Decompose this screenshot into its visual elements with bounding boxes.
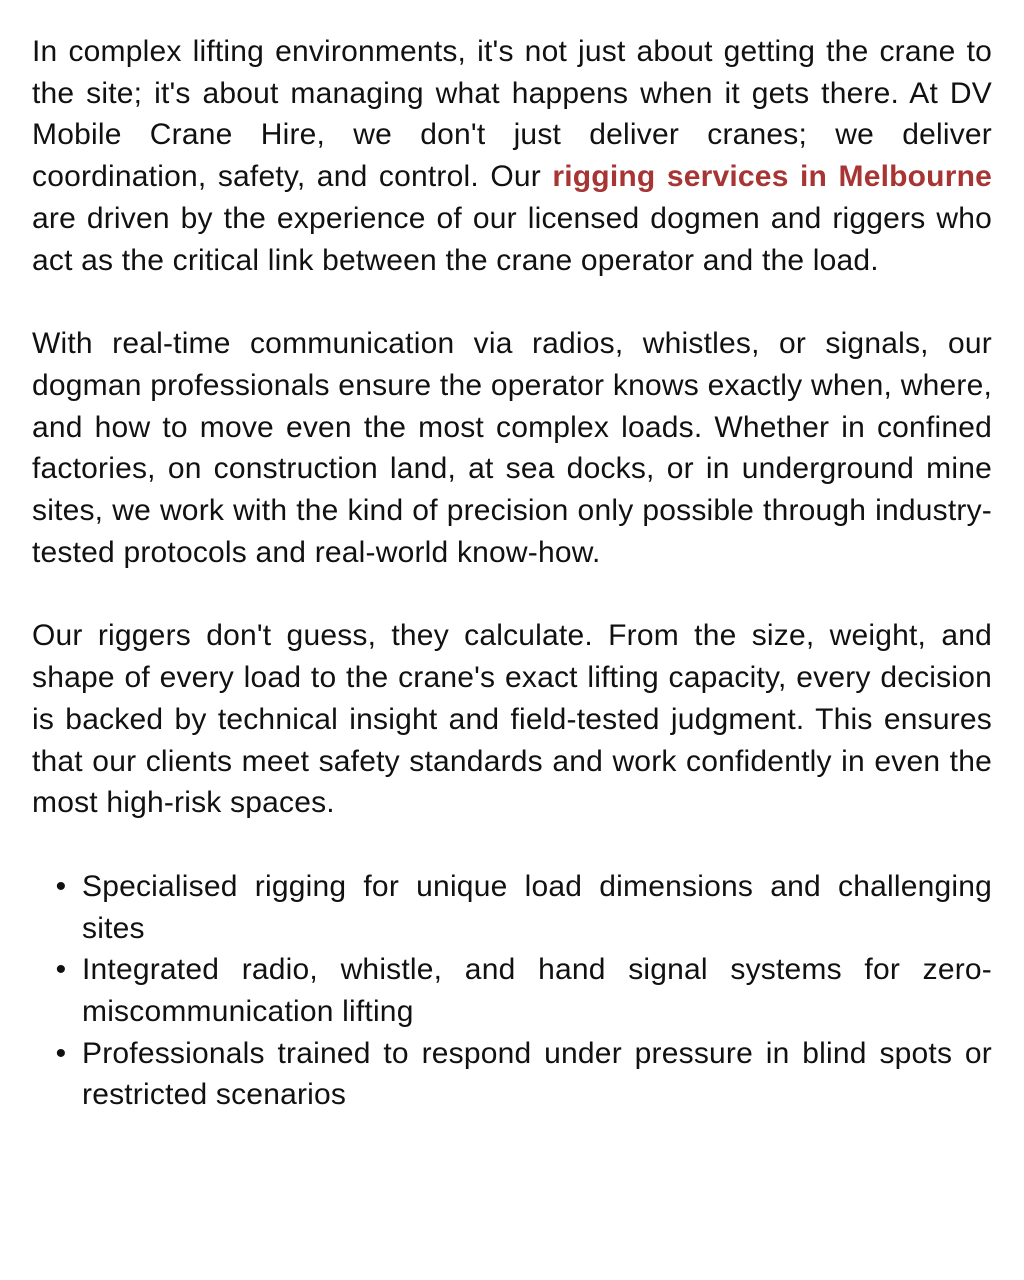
intro-paragraph [32,31,992,281]
list-item-text: Professionals trained to respond under pressure in blind spots or restricted scenarios [82,1036,992,1112]
riggers-paragraph: Our riggers don't guess, they calculate. From the size, weight, and shape of every load to the crane's exact lifting capacity, every decision is backed by technical insight and field-tested judgment. This ensures that our clients meet safety standards and work confidently in even the most high-risk spaces. [32,619,992,820]
bullet-icon: • [55,953,67,987]
list-item [55,1033,992,1116]
bullet-icon: • [55,869,67,903]
rigging-services-link[interactable]: rigging services in Melbourne [552,160,992,194]
intro-text-end: are driven by the experience of our licensed dogmen and riggers who act as the critical link between the crane operator and the load. [32,201,992,277]
list-item-text: Specialised rigging for unique load dimensions and challenging sites [82,869,992,945]
list-item [55,866,992,949]
intro-text-start: In complex lifting environments, it's not just about getting the crane to the site; it's about managing what happens when it gets there. At DV Mobile Crane Hire, we don't just deliver cranes; we deliver coordination, safety, and control. Our [32,35,992,194]
features-list [32,866,992,1116]
bullet-icon: • [55,1036,67,1070]
list-item-text: Integrated radio, whistle, and hand signal systems for zero-miscommunication lifting [82,953,992,1029]
list-item [55,949,992,1032]
communication-paragraph: With real-time communication via radios, whistles, or signals, our dogman professionals ensure the operator knows exactly when, where, and how to move even the most complex loads. Whether in confined factories, on construction land, at sea docks, or in underground mine sites, we work with the kind of precision only possible through industry-tested protocols and real-world know-how. [32,327,992,569]
